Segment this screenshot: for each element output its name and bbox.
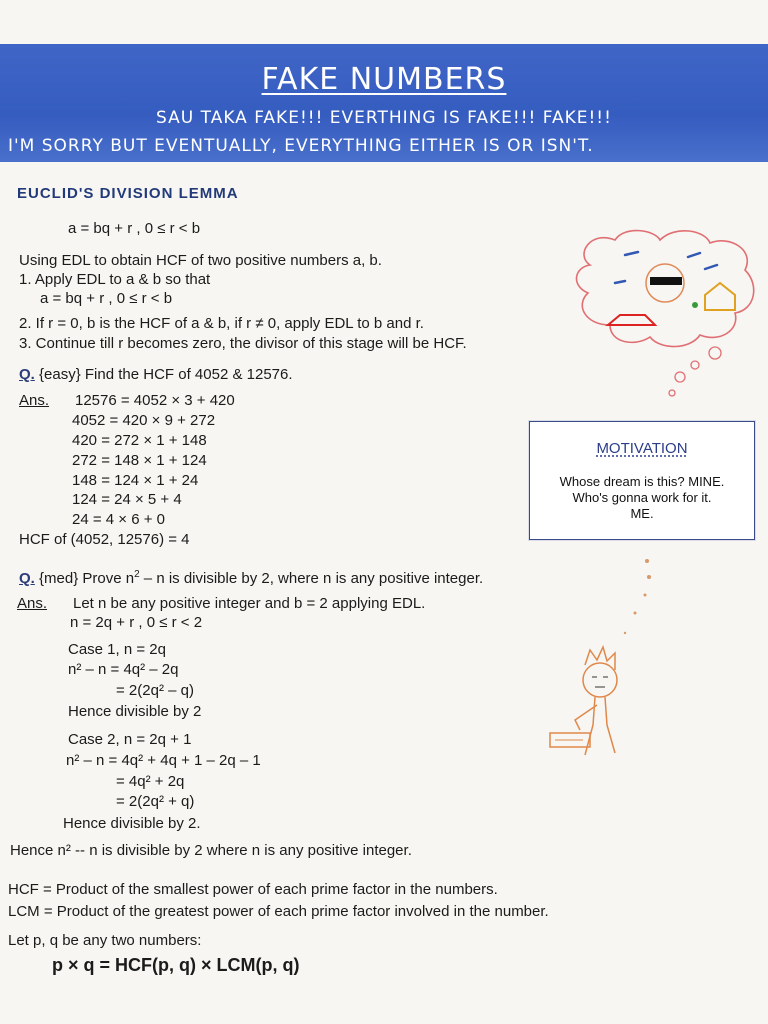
case-2-line-2: = 4q² + 2q — [116, 773, 185, 790]
hcf-step-1: 12576 = 4052 × 3 + 420 — [75, 392, 235, 409]
exponent: 2 — [134, 569, 140, 580]
answer-label: Ans. — [19, 392, 50, 409]
question-label: Q. — [19, 570, 35, 587]
question-label: Q. — [19, 366, 35, 383]
motivation-line-3: ME. — [630, 506, 654, 521]
case-2-heading: Case 2, n = 2q + 1 — [68, 731, 192, 748]
banner-subtitle-2: I'M SORRY BUT EVENTUALLY, EVERYTHING EITHER IS OR ISN'T. — [8, 136, 594, 156]
motivation-text — [536, 474, 748, 522]
answer-label: Ans. — [17, 595, 48, 612]
case-1-conclusion: Hence divisible by 2 — [68, 703, 202, 720]
hcf-label: HCF — [8, 881, 39, 898]
step-3: 3. Continue till r becomes zero, the divisor of this stage will be HCF. — [19, 335, 467, 352]
car-drawing — [608, 315, 655, 325]
question-text: {easy} Find the HCF of 4052 & 12576. — [34, 366, 293, 383]
motivation-line-2: Who's gonna work for it. — [572, 490, 712, 505]
question-2 — [19, 570, 483, 588]
let-statement: Let p, q be any two numbers: — [8, 932, 202, 949]
question-text-a: {med} Prove n — [34, 570, 135, 587]
lcm-definition — [8, 903, 549, 921]
hcf-step-6: 124 = 24 × 5 + 4 — [72, 491, 182, 508]
step-1: 1. Apply EDL to a & b so that — [19, 271, 211, 288]
lcm-text: = Product of the greatest power of each prime factor involved in the number. — [39, 903, 549, 920]
hcf-definition — [8, 881, 498, 899]
motivation-line-1: Whose dream is this? MINE. — [559, 474, 725, 489]
lemma-equation: a = bq + r , 0 ≤ r < b — [68, 220, 201, 237]
case-1-line-1: n² – n = 4q² – 2q — [68, 661, 179, 678]
page-title: FAKE NUMBERS — [261, 62, 507, 97]
motivation-box — [529, 421, 755, 540]
lcm-label: LCM — [8, 903, 40, 920]
case-1-heading: Case 1, n = 2q — [68, 641, 166, 658]
stick-figure-drawing — [545, 555, 655, 765]
hcf-step-4: 272 = 148 × 1 + 124 — [72, 452, 207, 469]
sunglasses-drawing — [650, 277, 682, 285]
case-2-line-1: n² – n = 4q² + 4q + 1 – 2q – 1 — [66, 752, 261, 769]
house-drawing — [705, 283, 735, 310]
case-2-conclusion: Hence divisible by 2. — [63, 815, 201, 832]
hcf-step-3: 420 = 272 × 1 + 148 — [72, 432, 207, 449]
hcf-lcm-formula: p × q = HCF(p, q) × LCM(p, q) — [52, 955, 300, 975]
hcf-step-2: 4052 = 420 × 9 + 272 — [72, 412, 216, 429]
section-heading: EUCLID'S DIVISION LEMMA — [17, 185, 239, 202]
motivation-title: MOTIVATION — [596, 440, 688, 457]
hcf-text: = Product of the smallest power of each prime factor in the numbers. — [38, 881, 498, 898]
thought-cloud-drawing — [570, 225, 760, 405]
answer-text: Let n be any positive integer and b = 2 applying EDL. — [73, 595, 426, 612]
question-text-b: – n is divisible by 2, where n is any positive integer. — [139, 570, 484, 587]
title-banner — [0, 44, 768, 162]
proof-conclusion: Hence n² -- n is divisible by 2 where n is any positive integer. — [10, 842, 412, 859]
step-2: 2. If r = 0, b is the HCF of a & b, if r ≠ 0, apply EDL to b and r. — [19, 315, 424, 332]
case-1-line-2: = 2(2q² – q) — [116, 682, 194, 699]
case-2-line-3: = 2(2q² + q) — [116, 793, 195, 810]
step-1-equation: a = bq + r , 0 ≤ r < b — [40, 290, 173, 307]
banner-subtitle-1: SAU TAKA FAKE!!! EVERTHING IS FAKE!!! FAKE!!! — [156, 108, 612, 128]
hcf-step-5: 148 = 124 × 1 + 24 — [72, 472, 199, 489]
hcf-step-7: 24 = 4 × 6 + 0 — [72, 511, 165, 528]
question-1 — [19, 366, 293, 384]
hcf-result: HCF of (4052, 12576) = 4 — [19, 531, 190, 548]
n-equation: n = 2q + r , 0 ≤ r < 2 — [70, 614, 203, 631]
edl-intro: Using EDL to obtain HCF of two positive numbers a, b. — [19, 252, 382, 269]
